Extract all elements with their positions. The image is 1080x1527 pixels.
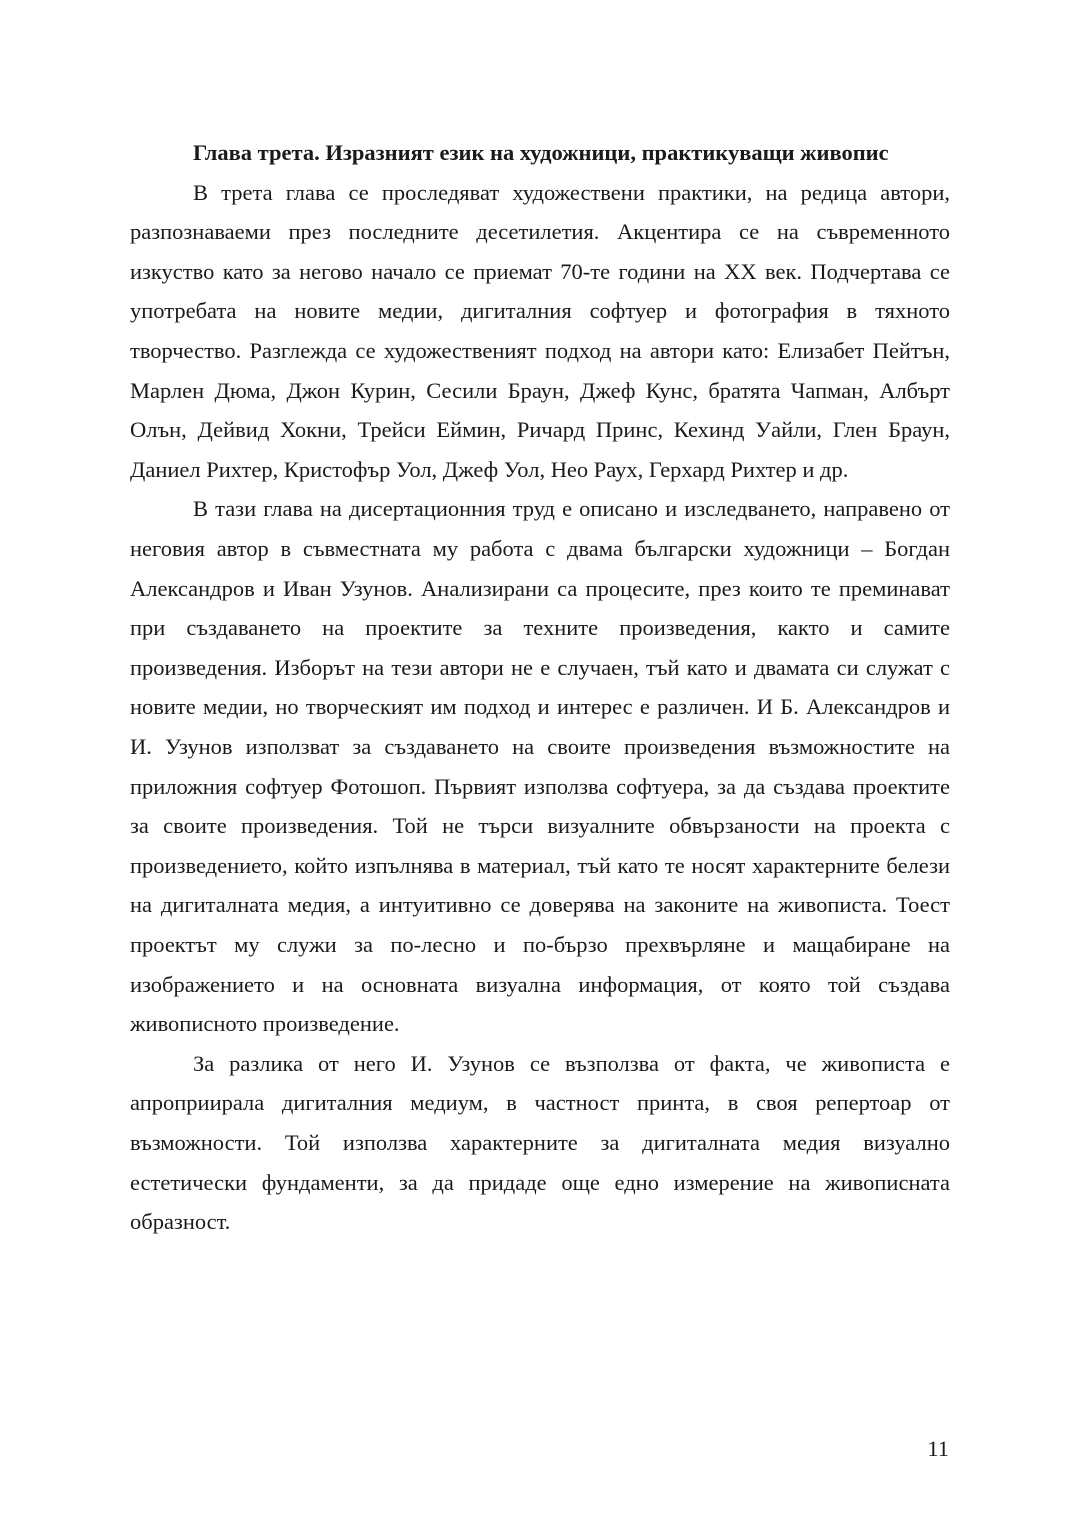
document-page [130, 133, 950, 1242]
paragraph-2: В тази глава на дисертационния труд е описано и изследването, направено от неговия автор в съвместната му работа с двама български художници – Богдан Александров и Иван Узунов. Анализирани са процесите, през които те преминават при създаването на проектите за техните произведения, както и самите произведения. Изборът на тези автори не е случаен, тъй като и двамата си служат с новите медии, но творческият им подход и интерес е различен. И Б. Александров и И. Узунов използват за създаването на своите произведения възможностите на приложния софтуер Фотошоп. Първият използва софтуера, за да създава проектите за своите произведения. Той не търси визуалните обвързаности на проекта с произведението, който изпълнява в материал, тъй като те носят характерните белези на дигиталната медия, а интуитивно се доверява на законите на живописта. Тоест проектът му служи за по-лесно и по-бързо прехвърляне и мащабиране на изображението и на основната визуална информация, от която той създава живописното произведение. [130, 496, 950, 1037]
paragraph-1: В трета глава се проследяват художествени практики, на редица автори, разпознаваеми през последните десетилетия. Акцентира се на съвременното изкуство като за негово начало се приемат 70-те години на ХХ век. Подчертава се употребата на новите медии, дигиталния софтуер и фотография в тяхното творчество. Разглежда се художественият подход на автори като: Елизабет Пейтън, Марлен Дюма, Джон Курин, Сесили Браун, Джеф Кунс, братята Чапман, Албърт Олън, Дейвид Хокни, Трейси Еймин, Ричард Принс, Кехинд Уайли, Глен Браун, Даниел Рихтер, Кристофър Уол, Джеф Уол, Нео Раух, Герхард Рихтер и др. [130, 179, 950, 482]
paragraph-3: За разлика от него И. Узунов се възползва от факта, че живописта е апроприирала дигиталния медиум, в частност принта, в своя репертоар от възможности. Той използва характерните за дигиталната медия визуално естетически фундаменти, за да придаде още едно измерение на живописната образност. [130, 1050, 950, 1235]
page-number: 11 [927, 1436, 949, 1461]
chapter-heading: Глава трета. Изразният език на художници, практикуващи живопис [193, 140, 889, 165]
